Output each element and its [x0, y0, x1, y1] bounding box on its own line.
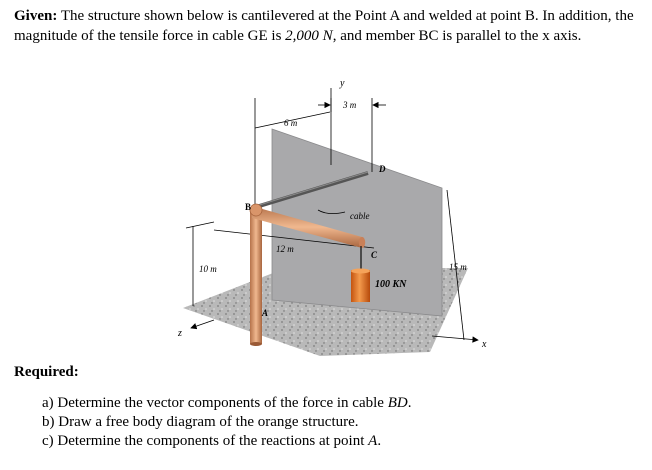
post-base [250, 342, 262, 346]
item-marker: c) [42, 433, 54, 449]
dim-6m-label: 6 m [284, 118, 298, 128]
required-item-b [42, 413, 411, 432]
item-marker: a) [42, 395, 54, 411]
item-emphasis: BD [387, 395, 408, 411]
item-text: Determine the components of the reactions at point [57, 433, 369, 449]
point-a-label: A [262, 308, 269, 318]
x-axis-line [432, 336, 478, 340]
dim-12m-label: 12 m [276, 244, 294, 254]
dim-15m-label: 15 m [449, 262, 467, 272]
point-d-label: D [379, 164, 386, 174]
item-marker: b) [42, 414, 55, 430]
point-b-label: B [245, 202, 252, 212]
dim-10m-label: 10 m [199, 264, 217, 274]
axis-y-label: y [340, 78, 345, 89]
dim-3m-label: 3 m [343, 100, 357, 110]
axis-z-label: z [178, 328, 182, 339]
load-label: 100 KN [375, 279, 407, 290]
weight-block [351, 270, 370, 302]
item-text: Draw a free body diagram of the orange structure. [58, 414, 359, 430]
given-text-2: , and member BC is parallel to the x axis. [332, 28, 582, 44]
joint-b [250, 204, 262, 216]
item-text: Determine the vector components of the force in cable [57, 395, 388, 411]
required-item-a [42, 394, 411, 413]
given-text-1: The structure shown below is cantilevered at the Point A and welded at point B. In addition, the magnitude of the tensile force in cable GE is [14, 8, 634, 44]
given-label: Given: [14, 8, 58, 24]
required-title: Required: [14, 364, 79, 380]
item-emphasis: A [368, 433, 378, 449]
required-item-c [42, 432, 411, 451]
given-force-value: 2,000 N [285, 28, 333, 44]
member-bc-end [359, 237, 365, 248]
dim-10m-tick-top [186, 222, 214, 228]
member-ab [250, 210, 262, 344]
item-tail: . [377, 433, 382, 449]
required-list [42, 394, 411, 451]
cable-label: cable [350, 211, 370, 221]
z-axis-line [191, 320, 214, 328]
point-c-label: C [371, 250, 378, 260]
item-tail: . [407, 395, 412, 411]
axis-x-label: x [482, 339, 487, 350]
weight-top [351, 269, 370, 274]
